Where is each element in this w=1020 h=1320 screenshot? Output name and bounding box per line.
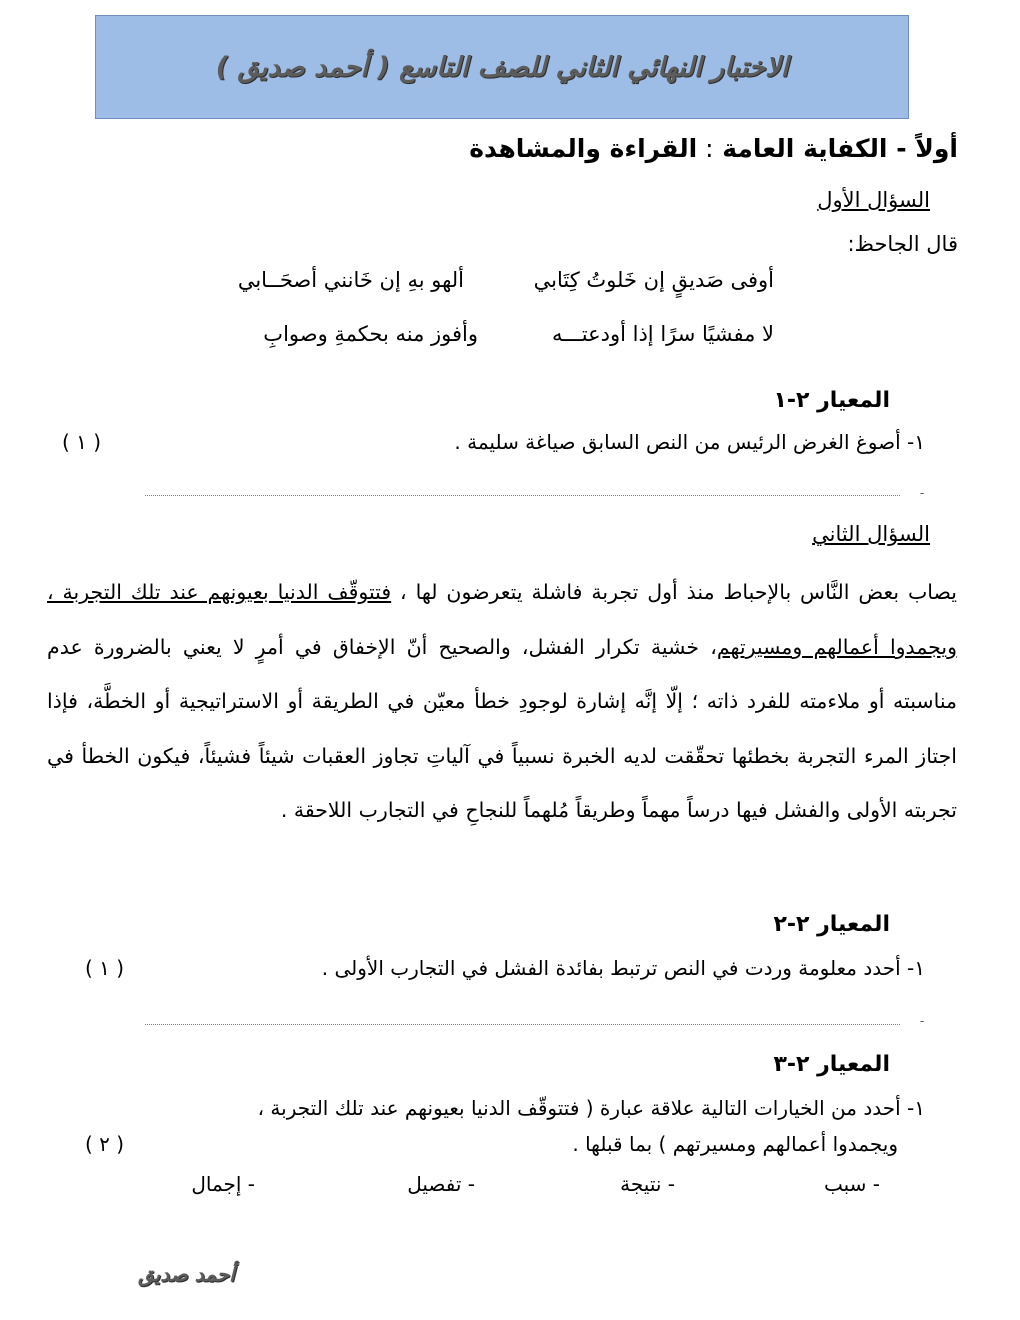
passage-part2: ، خشية تكرار الفشل، والصحيح أنّ الإخفاق في أمرٍ لا يعني بالضرورة عدم مناسبته أو ملاءمته للفرد ذاته ؛ إلّا إنَّه إشارة لوجودِ خطأ معيّن في الطريقة أو الاستراتيجية أو الخطَّة، فإذا اجتاز المرء التجربة بخطئها تحقّقت لديه الخبرة نسبياً في آلياتِ تجاوز العقبات شيئاً فشيئاً، فيكون الخطأ في تجربته الأولى والفشل فيها درساً مهماً وطريقاً مُلهماً للنجاحِ في التجارب اللاحقة . <box>47 634 957 822</box>
question2-title: السؤال الثاني <box>812 522 930 546</box>
question1-mark: ( ١ ) <box>62 430 102 454</box>
section-prefix: أولاً - الكفاية العامة <box>713 134 958 163</box>
verse2-second-hemistich: وأفوز منه بحكمةِ وصوابِ <box>263 322 478 346</box>
choice-result: - نتيجة <box>620 1172 675 1196</box>
answer-line-1-tick: - <box>920 486 925 500</box>
verse1-first-hemistich: أوفى صَديقٍ إن خَلوتُ كِتَابي <box>533 268 774 292</box>
question2-passage <box>47 565 957 838</box>
choice-detail: - تفصيل <box>407 1172 475 1196</box>
question3-item-line2: ويجمدوا أعمالهم ومسيرتهم ) بما قبلها . <box>572 1132 898 1156</box>
question3-item-line1: ١- أحدد من الخيارات التالية علاقة عبارة ( فتتوقّف الدنيا بعيونهم عند تلك التجربة ، <box>257 1096 925 1120</box>
question1-item: ١- أصوغ الغرض الرئيس من النص السابق صياغة سليمة . <box>454 430 925 454</box>
passage-part1: يصاب بعض النَّاس بالإحباط منذ أول تجربة فاشلة يتعرضون لها ، <box>391 580 957 604</box>
choice-cause: - سبب <box>823 1172 880 1196</box>
answer-line-2 <box>145 1024 900 1025</box>
criterion-2-1: المعيار ٢-١ <box>773 388 890 413</box>
criterion-2-2: المعيار ٢-٢ <box>773 912 890 937</box>
question1-title: السؤال الأول <box>817 188 930 212</box>
author-signature: أحمد صديق <box>138 1262 235 1286</box>
answer-line-2-tick: - <box>920 1014 925 1028</box>
question3-mark: ( ٢ ) <box>85 1132 125 1156</box>
question2-mark: ( ١ ) <box>85 956 125 980</box>
question1-intro: قال الجاحظ: <box>847 232 958 256</box>
title-banner <box>95 15 909 119</box>
verse1-second-hemistich: ألهو بهِ إن خَانني أصحَــابي <box>237 268 464 292</box>
exam-title: الاختبار النهائي الثاني للصف التاسع ( أحمد صديق ) <box>215 51 789 83</box>
verse2-first-hemistich: لا مفشيًا سرًا إذا أودعتـــه <box>552 322 774 346</box>
section-name: القراءة والمشاهدة <box>469 134 698 163</box>
section-separator: : <box>697 134 714 163</box>
answer-line-1 <box>145 495 900 496</box>
question2-item: ١- أحدد معلومة وردت في النص ترتبط بفائدة الفشل في التجارب الأولى . <box>321 956 925 980</box>
choice-summary: - إجمال <box>191 1172 255 1196</box>
section-heading <box>469 134 958 163</box>
passage-underlined: فتتوقّف الدنيا بعيونهم عند تلك التجربة ، ويجمدوا أعمالهم ومسيرتهم <box>47 580 958 659</box>
criterion-2-3: المعيار ٢-٣ <box>773 1052 890 1077</box>
